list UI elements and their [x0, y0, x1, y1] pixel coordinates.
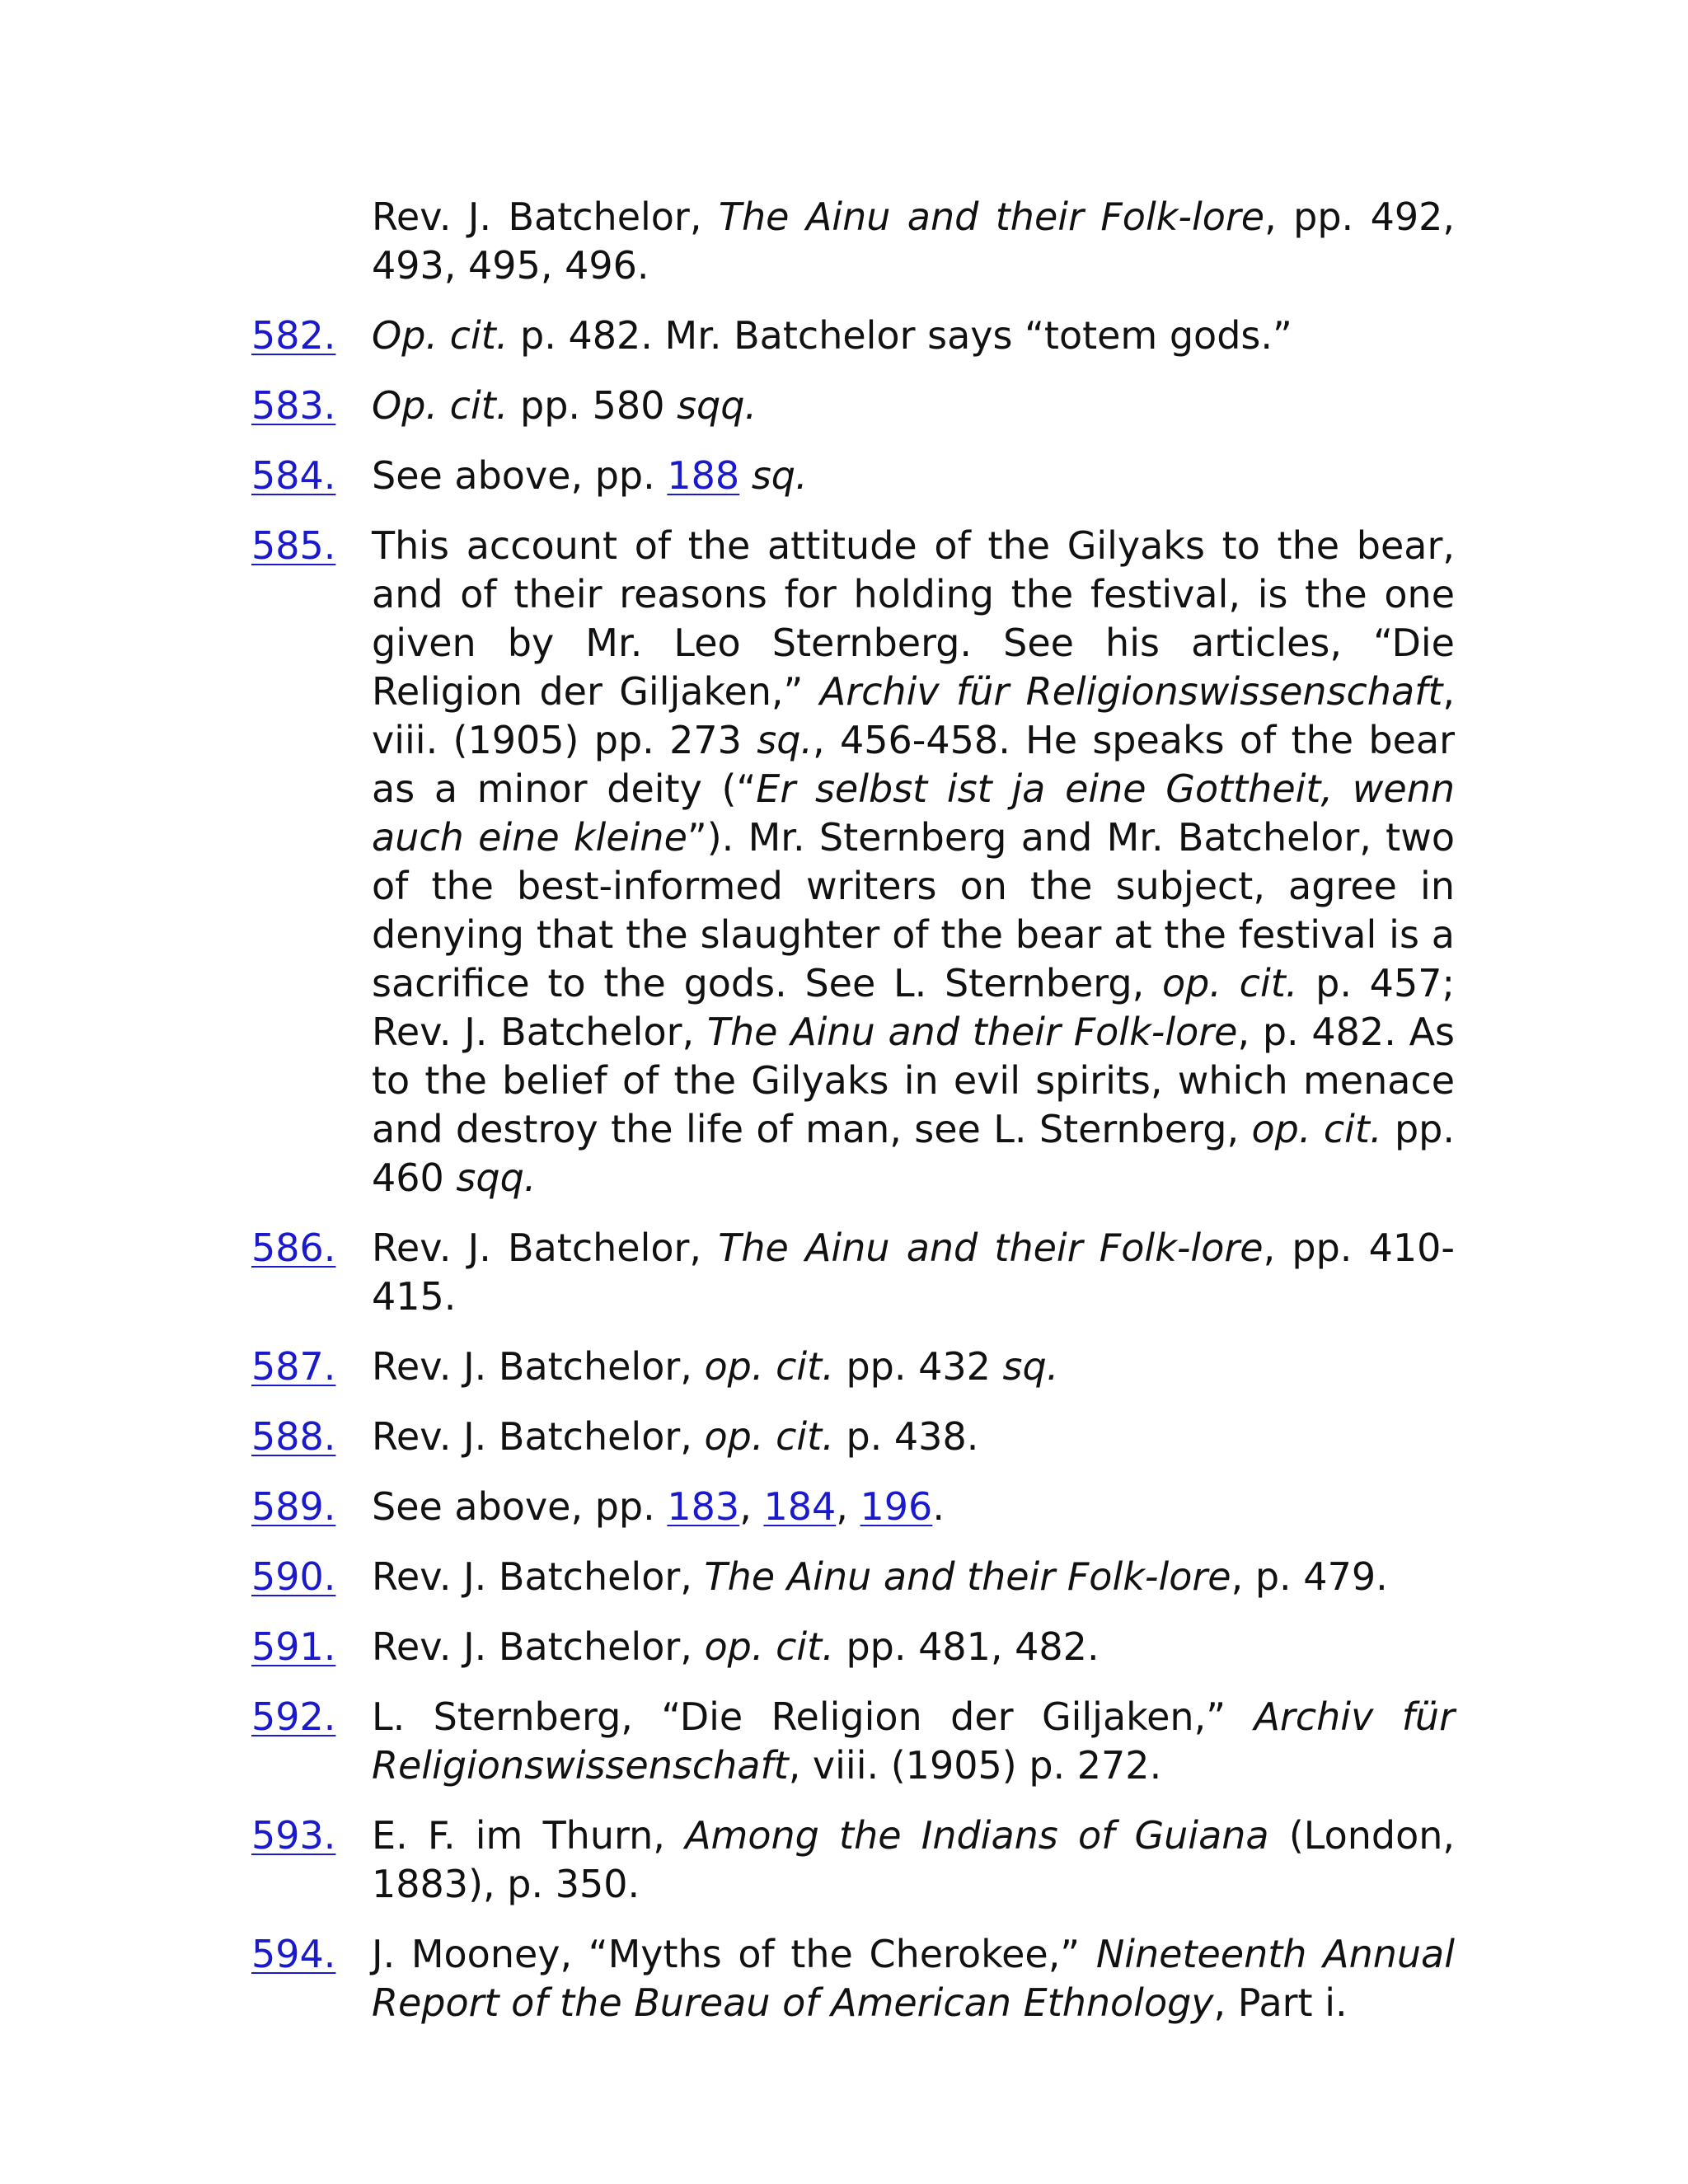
- italic-text: op. cit.: [1251, 1107, 1382, 1151]
- italic-text: sqq.: [677, 383, 757, 428]
- italic-text: The Ainu and their Folk-lore: [704, 1554, 1231, 1599]
- footnote-text: [372, 1930, 1455, 2027]
- italic-text: Nineteenth Annual Report of the Bureau of American Ethnology: [372, 1932, 1455, 2025]
- text-run: , 456-458. He speaks of the bear as a minor deity (“: [372, 718, 1455, 811]
- text-run: ,: [836, 1484, 860, 1529]
- page-reference-link[interactable]: 188: [667, 453, 740, 498]
- text-run: , p. 482. As to the belief of the Gilyaks in evil spirits, which menace and destroy the life of man, see L. Sternberg,: [372, 1010, 1455, 1151]
- text-run: L. Sternberg, “Die Religion der Giljaken,”: [372, 1694, 1254, 1739]
- text-run: pp. 481, 482.: [833, 1624, 1100, 1669]
- text-run: , pp. 410-415.: [372, 1226, 1455, 1319]
- footnote-number-link[interactable]: 587.: [251, 1344, 336, 1389]
- text-run: ,: [739, 1484, 764, 1529]
- footnote: [251, 1343, 1455, 1391]
- footnote-number-link[interactable]: 592.: [251, 1694, 336, 1739]
- italic-text: Archiv für Religionswissenschaft: [372, 1694, 1455, 1788]
- footnote: [251, 1483, 1455, 1531]
- footnote-text: [372, 1224, 1455, 1321]
- footnote-text: [372, 382, 1455, 430]
- text-run: See above, pp.: [372, 1484, 668, 1529]
- text-run: .: [932, 1484, 945, 1529]
- italic-text: The Ainu and their Folk-lore: [706, 1010, 1238, 1054]
- text-run: p. 482. Mr. Batchelor says “totem gods.”: [508, 313, 1292, 358]
- text-run: Rev. J. Batchelor,: [372, 1624, 705, 1669]
- footnote-list: [251, 193, 1455, 2049]
- italic-text: op. cit.: [704, 1624, 834, 1669]
- footnote-number-link[interactable]: 588.: [251, 1414, 336, 1459]
- italic-text: sq.: [751, 453, 808, 498]
- footnote-text: [372, 1413, 1455, 1461]
- footnote-number-link[interactable]: 585.: [251, 523, 336, 568]
- footnote: [251, 452, 1455, 500]
- footnote-number-link[interactable]: 594.: [251, 1932, 336, 1976]
- footnote-text: [372, 452, 1455, 500]
- text-run: This account of the attitude of the Gilyaks to the bear, and of their reasons for holding the festival, is the one given by Mr. Leo Sternberg. See his articles, “Die Religion der Giljaken,”: [372, 523, 1455, 714]
- italic-text: Archiv für Religionswissenschaft: [819, 669, 1443, 714]
- footnote-number-link[interactable]: 589.: [251, 1484, 336, 1529]
- footnote-number-link[interactable]: 593.: [251, 1813, 336, 1858]
- text-run: p. 457; Rev. J. Batchelor,: [372, 961, 1455, 1054]
- text-run: Rev. J. Batchelor,: [372, 1554, 705, 1599]
- text-run: , viii. (1905) pp. 273: [372, 669, 1455, 762]
- footnote: [251, 193, 1455, 290]
- footnote-number-link[interactable]: 583.: [251, 383, 336, 428]
- footnote-number-link[interactable]: 590.: [251, 1554, 336, 1599]
- footnote: [251, 1224, 1455, 1321]
- text-run: Rev. J. Batchelor,: [372, 194, 719, 239]
- italic-text: op. cit.: [704, 1344, 834, 1389]
- text-run: [739, 453, 752, 498]
- text-run: , Part i.: [1213, 1980, 1348, 2025]
- italic-text: The Ainu and their Folk-lore: [718, 1226, 1264, 1270]
- footnote-text: [372, 1343, 1455, 1391]
- italic-text: op. cit.: [1161, 961, 1298, 1005]
- footnote: [251, 522, 1455, 1202]
- footnote-text: [372, 1693, 1455, 1790]
- footnote: [251, 1811, 1455, 1909]
- italic-text: Op. cit.: [372, 313, 509, 358]
- page-reference-link[interactable]: 183: [667, 1484, 740, 1529]
- text-run: pp. 580: [508, 383, 678, 428]
- footnote-text: [372, 193, 1455, 290]
- footnote-text: [372, 312, 1455, 360]
- footnote: [251, 1623, 1455, 1671]
- italic-text: The Ainu and their Folk-lore: [718, 194, 1265, 239]
- italic-text: op. cit.: [704, 1414, 834, 1459]
- italic-text: sq.: [1002, 1344, 1059, 1389]
- italic-text: sq.: [757, 718, 814, 762]
- text-run: , pp. 492, 493, 495, 496.: [372, 194, 1455, 288]
- italic-text: Er selbst ist ja eine Gottheit, wenn auch eine kleine: [372, 766, 1455, 860]
- page-reference-link[interactable]: 196: [860, 1484, 933, 1529]
- footnote: [251, 1693, 1455, 1790]
- footnote: [251, 382, 1455, 430]
- footnote-number-link[interactable]: 582.: [251, 313, 336, 358]
- text-run: See above, pp.: [372, 453, 668, 498]
- text-run: pp. 432: [833, 1344, 1003, 1389]
- footnote-number-link[interactable]: 586.: [251, 1226, 336, 1270]
- footnote: [251, 1930, 1455, 2027]
- footnote-text: [372, 1553, 1455, 1601]
- text-run: , viii. (1905) p. 272.: [788, 1743, 1162, 1788]
- footnote: [251, 1553, 1455, 1601]
- text-run: Rev. J. Batchelor,: [372, 1344, 705, 1389]
- footnote-number-link[interactable]: 591.: [251, 1624, 336, 1669]
- text-run: E. F. im Thurn,: [372, 1813, 686, 1858]
- footnote: [251, 312, 1455, 360]
- text-run: ”). Mr. Sternberg and Mr. Batchelor, two of the best-informed writers on the subject, agree in denying that the slaughter of the bear at the festival is a sacrifice to the gods. See L. Sternberg,: [372, 815, 1455, 1005]
- text-run: , p. 479.: [1231, 1554, 1388, 1599]
- footnote-text: [372, 1483, 1455, 1531]
- page-reference-link[interactable]: 184: [763, 1484, 837, 1529]
- text-run: (London, 1883), p. 350.: [372, 1813, 1456, 1906]
- text-run: Rev. J. Batchelor,: [372, 1226, 719, 1270]
- italic-text: Op. cit.: [372, 383, 509, 428]
- text-run: J. Mooney, “Myths of the Cherokee,”: [372, 1932, 1096, 1976]
- footnote-text: [372, 522, 1455, 1202]
- text-run: p. 438.: [833, 1414, 979, 1459]
- footnote-number-link[interactable]: 584.: [251, 453, 336, 498]
- text-run: Rev. J. Batchelor,: [372, 1414, 705, 1459]
- footnote-text: [372, 1623, 1455, 1671]
- italic-text: Among the Indians of Guiana: [685, 1813, 1269, 1858]
- italic-text: sqq.: [456, 1155, 537, 1200]
- footnote: [251, 1413, 1455, 1461]
- text-run: pp. 460: [372, 1107, 1455, 1200]
- footnote-text: [372, 1811, 1455, 1909]
